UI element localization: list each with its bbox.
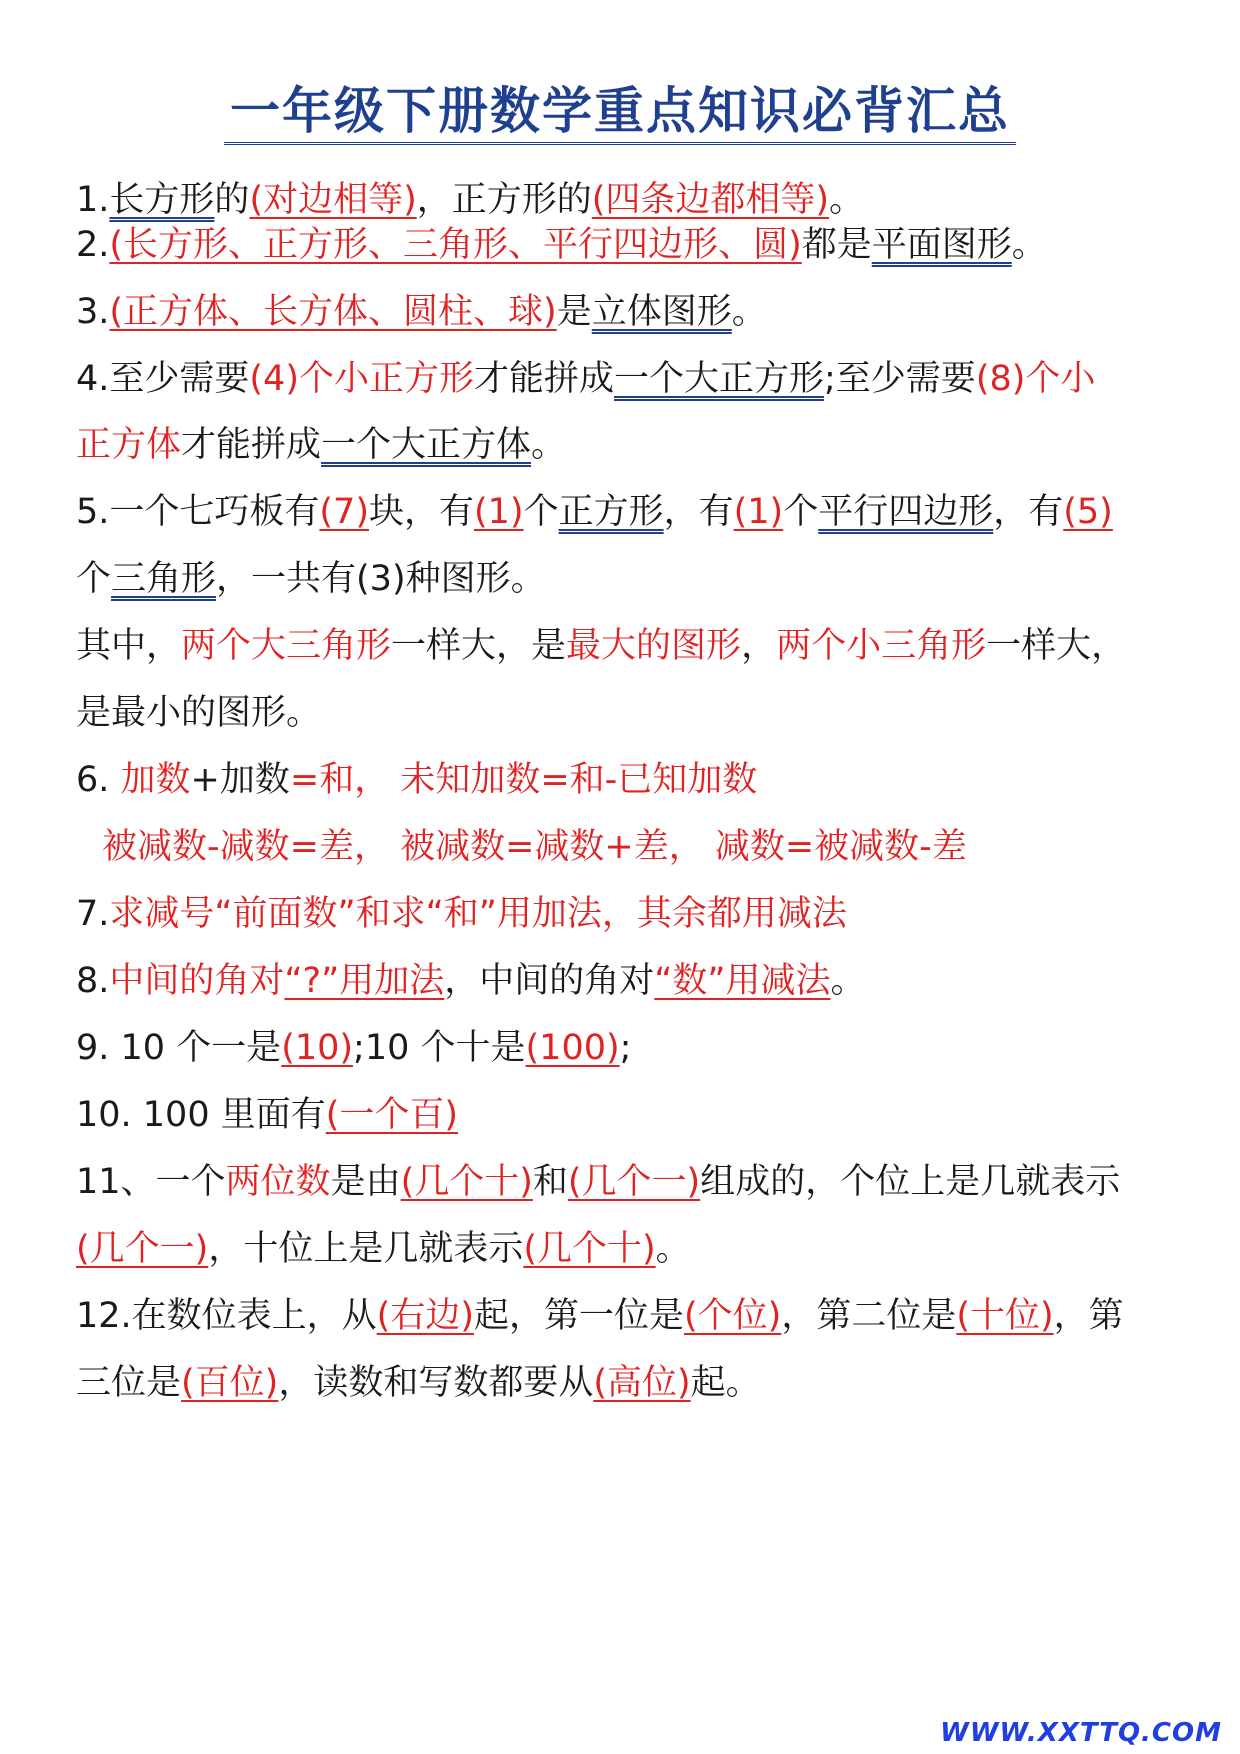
answer-text: (对边相等) — [249, 180, 417, 220]
answer-text: (高位) — [593, 1363, 691, 1403]
plain-text: 个 — [76, 559, 112, 599]
answer-text: (一个百) — [325, 1095, 459, 1135]
knowledge-line — [76, 691, 1166, 735]
plain-text: ，一共有(3)种图形。 — [216, 559, 546, 599]
plain-text: ;10 个十是 — [353, 1028, 526, 1068]
plain-text: 。 — [731, 292, 767, 332]
plain-text: 个 — [523, 492, 559, 532]
plain-text: 三位是 — [76, 1363, 182, 1403]
plain-text: ，十位上是几就表示 — [208, 1229, 524, 1269]
knowledge-line — [76, 1093, 1166, 1137]
plain-text: 10. 100 里面有 — [76, 1095, 326, 1135]
knowledge-line — [76, 1026, 1166, 1070]
plain-text: 9. 10 个一是 — [76, 1028, 282, 1068]
answer-text: (7) — [319, 492, 369, 532]
plain-text: 是由 — [330, 1162, 401, 1202]
highlight-text: 两个大三角形 — [181, 626, 392, 666]
knowledge-line — [76, 959, 1166, 1003]
answer-text: “数”用减法 — [654, 961, 831, 1001]
knowledge-line — [76, 1227, 1166, 1271]
knowledge-line — [76, 892, 1166, 936]
plain-text: 12.在数位表上，从 — [76, 1296, 377, 1336]
plain-text: 5.一个七巧板有 — [76, 492, 320, 532]
plain-text: 6. — [76, 760, 121, 800]
plain-text: 个 — [783, 492, 819, 532]
knowledge-line — [76, 1294, 1166, 1338]
keyword-text: 平行四边形 — [818, 492, 994, 532]
answer-text: (四条边都相等) — [591, 180, 830, 220]
plain-text: ， — [741, 626, 777, 666]
highlight-text: 被减数-减数=差， 被减数=减数+差， 减数=被减数-差 — [102, 827, 967, 867]
keyword-text: 正方形 — [558, 492, 664, 532]
answer-text: (右边) — [376, 1296, 474, 1336]
answer-text: (百位) — [181, 1363, 279, 1403]
plain-text: 。 — [531, 425, 567, 465]
plain-text: 7. — [76, 894, 110, 934]
answer-text: (长方形、正方形、三角形、平行四边形、圆) — [109, 225, 802, 265]
plain-text: 4.至少需要 — [76, 359, 250, 399]
keyword-text: 平面图形 — [871, 225, 1012, 265]
plain-text: 一样大，是 — [391, 626, 567, 666]
answer-text: (个位) — [684, 1296, 782, 1336]
site-watermark: WWW.XXTTQ.COM — [940, 1718, 1222, 1748]
plain-text: ，第二位是 — [781, 1296, 957, 1336]
answer-text: (几个十) — [523, 1229, 656, 1269]
keyword-text: 三角形 — [111, 559, 217, 599]
knowledge-line — [76, 290, 1166, 334]
plain-text: ，有 — [663, 492, 734, 532]
plain-text: ;至少需要 — [824, 359, 976, 399]
plain-text: 。 — [655, 1229, 691, 1269]
keyword-text: 长方形 — [109, 180, 215, 220]
plain-text: 。 — [830, 961, 866, 1001]
keyword-text: 一个大正方形 — [614, 359, 825, 399]
plain-text: 3. — [76, 292, 110, 332]
plain-text: 才能拼成 — [473, 359, 614, 399]
highlight-text: 两位数 — [225, 1162, 331, 1202]
plain-text: 。 — [1011, 225, 1047, 265]
plain-text: ，正方形的 — [416, 180, 592, 220]
plain-text: 11、一个 — [76, 1162, 226, 1202]
page-title — [0, 82, 1240, 140]
plain-text: 其中， — [76, 626, 182, 666]
plain-text: 和 — [532, 1162, 568, 1202]
plain-text: 才能拼成 — [181, 425, 322, 465]
knowledge-line — [76, 1160, 1166, 1204]
highlight-text: 中间的角对 — [109, 961, 285, 1001]
answer-text: (10) — [281, 1028, 354, 1068]
highlight-text: 求减号“前面数”和求“和”用加法，其余都用减法 — [109, 894, 847, 934]
plain-text: 一样大， — [986, 626, 1127, 666]
knowledge-line — [76, 1361, 1166, 1405]
answer-text: (几个十) — [400, 1162, 533, 1202]
highlight-text: 最大的图形 — [566, 626, 742, 666]
plain-text: 的 — [214, 180, 250, 220]
plain-text: 。 — [829, 180, 865, 220]
plain-text: ; — [619, 1028, 632, 1068]
highlight-text: (8)个小 — [975, 359, 1096, 399]
plain-text: 起。 — [690, 1363, 761, 1403]
plain-text: ，读数和写数都要从 — [278, 1363, 594, 1403]
answer-text: (1) — [733, 492, 784, 532]
plain-text: 2. — [76, 225, 110, 265]
plain-text: 起，第一位是 — [473, 1296, 684, 1336]
plain-text: ，第 — [1053, 1296, 1124, 1336]
answer-text: (几个一) — [76, 1229, 209, 1269]
highlight-text: 正方体 — [76, 425, 182, 465]
knowledge-line — [76, 178, 1166, 222]
plain-text: 组成的，个位上是几就表示 — [700, 1162, 1121, 1202]
knowledge-line — [76, 758, 1166, 802]
knowledge-line — [76, 223, 1166, 267]
highlight-text: 两个小三角形 — [776, 626, 987, 666]
plain-text: 是 — [556, 292, 592, 332]
plain-text: 1. — [76, 180, 110, 220]
highlight-text: =和， 未知加数=和-已知加数 — [289, 760, 758, 800]
knowledge-line — [76, 490, 1166, 534]
plain-text: 都是 — [801, 225, 872, 265]
plain-text: 块，有 — [368, 492, 474, 532]
knowledge-line — [76, 557, 1166, 601]
plain-text: ，中间的角对 — [444, 961, 655, 1001]
answer-text: (100) — [525, 1028, 620, 1068]
keyword-text: 立体图形 — [591, 292, 732, 332]
knowledge-line — [76, 357, 1166, 401]
plain-text: +加数 — [190, 760, 290, 800]
keyword-text: 一个大正方体 — [321, 425, 532, 465]
answer-text: (5) — [1063, 492, 1113, 532]
highlight-text: 加数 — [120, 760, 191, 800]
highlight-text: (4)个小正方形 — [249, 359, 474, 399]
answer-text: (几个一) — [567, 1162, 701, 1202]
knowledge-line — [102, 825, 1192, 869]
answer-text: (1) — [474, 492, 524, 532]
page-title-text: 一年级下册数学重点知识必背汇总 — [224, 82, 1016, 145]
answer-text: (正方体、长方体、圆柱、球) — [109, 292, 557, 332]
plain-text: 8. — [76, 961, 110, 1001]
plain-text: ，有 — [993, 492, 1064, 532]
knowledge-line — [76, 423, 1166, 467]
plain-text: 是最小的图形。 — [76, 693, 322, 733]
answer-text: (十位) — [956, 1296, 1054, 1336]
knowledge-line — [76, 624, 1166, 668]
answer-text: “?”用加法 — [284, 961, 445, 1001]
